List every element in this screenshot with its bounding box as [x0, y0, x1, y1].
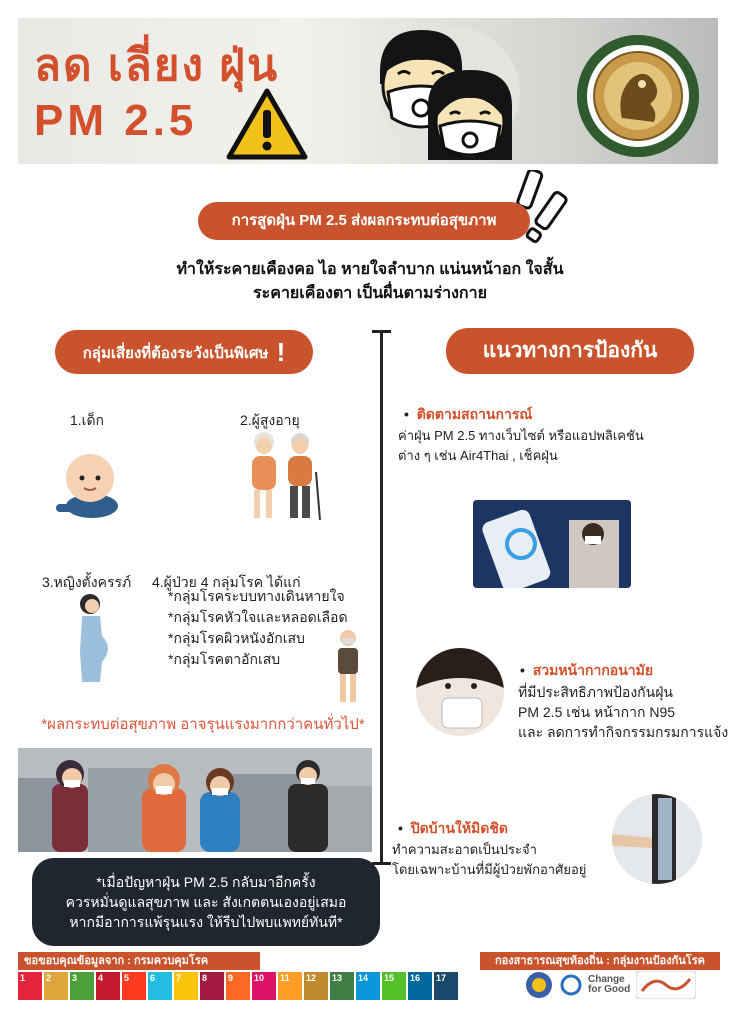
sdg-goal-icon: 14	[356, 972, 380, 1000]
sdg-goal-icon: 7	[174, 972, 198, 1000]
change-logo-line-2: for Good	[588, 984, 631, 995]
sdg-goal-icon: 16	[408, 972, 432, 1000]
mask-title-text: สวมหน้ากากอนามัย	[532, 662, 654, 678]
organization-logo	[524, 970, 554, 1000]
sdg-goal-icon: 1	[18, 972, 42, 1000]
sdg-goal-icon: 4	[96, 972, 120, 1000]
monitor-line-1: ค่าฝุ่น PM 2.5 ทางเว็บไซต์ หรือแอปพลิเคชัน	[398, 428, 644, 443]
health-impact-note: *ผลกระทบต่อสุขภาพ อาจรุนแรงมากกว่าคนทั่วไป*	[41, 716, 365, 733]
campaign-logo	[636, 971, 696, 999]
health-impact-pill: การสูดฝุ่น PM 2.5 ส่งผลกระทบต่อสุขภาพ	[198, 202, 530, 240]
polluted-street-illustration	[18, 748, 372, 852]
title-line-1: ลด เลี่ยง ฝุ่น	[34, 41, 280, 90]
sdg-goal-icon: 13	[330, 972, 354, 1000]
disease-group-item: *กลุ่มโรคระบบทางเดินหายใจ	[168, 588, 345, 604]
mask-photo	[416, 648, 504, 736]
close-house-title	[398, 818, 508, 840]
prevention-item-monitor	[404, 404, 532, 426]
risk-groups-label: กลุ่มเสี่ยงที่ต้องระวังเป็นพิเศษ	[82, 345, 269, 362]
sdg-goal-icon: 2	[44, 972, 68, 1000]
callout-line-3: หากมีอาการแพ้รุนแรง ให้รีบไปพบแพทย์ทันที*	[69, 914, 343, 930]
group-patients-label: 4.ผู้ป่วย 4 กลุ่มโรค ได้แก่	[152, 574, 301, 590]
close-house-text	[392, 840, 586, 880]
warning-icon	[226, 88, 308, 160]
group-children-label: 1.เด็ก	[70, 412, 105, 428]
change-for-good-logo	[588, 975, 630, 995]
health-effects-text	[110, 258, 630, 306]
sdg-goal-icon: 3	[70, 972, 94, 1000]
mask-title	[520, 660, 653, 682]
baby-illustration	[52, 448, 122, 520]
disease-group-list	[168, 586, 348, 670]
monitor-title-text: ติดตามสถานการณ์	[416, 406, 533, 422]
mask-line-3: และ ลดการทำกิจกรรมกรมการแจ้ง	[518, 724, 729, 740]
closing-window-photo	[612, 794, 702, 884]
mask-text	[518, 682, 728, 742]
group-elderly-label: 2.ผู้สูงอายุ	[240, 412, 300, 428]
close-house-line-2: โดยเฉพาะบ้านที่มีผู้ป่วยพักอาศัยอยู่	[392, 862, 587, 877]
disease-group-item: *กลุ่มโรคตาอักเสบ	[168, 651, 281, 667]
disease-group-item: *กลุ่มโรคหัวใจและหลอดเลือด	[168, 609, 348, 625]
sdg-goal-icon: 6	[148, 972, 172, 1000]
group-pregnant-label: 3.หญิงตั้งครรภ์	[42, 574, 132, 590]
sick-man-illustration	[332, 628, 364, 706]
risk-groups-pill	[55, 330, 313, 374]
department-seal-logo	[576, 34, 700, 158]
change-logo-line-1: Change	[588, 974, 625, 985]
exclamation-icon: !	[276, 337, 286, 367]
prevention-item-close-house	[398, 818, 508, 840]
elderly-couple-illustration	[244, 428, 324, 524]
callout-line-2: ควรหมั่นดูแลสุขภาพ และ สังเกตตนเองอยู่เสมอ	[65, 894, 347, 910]
sdg-goal-icon: 17	[434, 972, 458, 1000]
callout-line-1: *เมื่อปัญหาฝุ่น PM 2.5 กลับมาอีกครั้ง	[96, 874, 316, 890]
close-house-title-text: ปิดบ้านให้มิดชิด	[410, 820, 508, 836]
prevention-item-mask	[520, 660, 653, 682]
sdg-goal-icon: 8	[200, 972, 224, 1000]
prevention-pill: แนวทางการป้องกัน	[446, 328, 694, 374]
sdg-goal-icon: 11	[278, 972, 302, 1000]
pregnant-woman-illustration	[70, 592, 116, 684]
monitor-text	[398, 426, 644, 466]
divider-cap-bottom	[372, 862, 391, 865]
sdg-icons-row	[18, 972, 458, 1000]
sdg-goal-icon: 9	[226, 972, 250, 1000]
bullet-icon: •	[520, 662, 533, 678]
column-divider	[380, 332, 383, 864]
change-for-good-icon	[560, 974, 582, 996]
partner-logos	[524, 970, 720, 1000]
health-effects-line-1: ทำให้ระคายเคืองคอ ไอ หายใจลำบาก แน่นหน้าอก ใจสั้น	[176, 261, 564, 278]
divider-cap-top	[372, 330, 391, 333]
monitor-title	[404, 404, 532, 426]
phone-app-image	[473, 500, 631, 588]
monitor-line-2: ต่าง ๆ เช่น Air4Thai , เช็คฝุ่น	[398, 448, 558, 463]
sdg-goal-icon: 12	[304, 972, 328, 1000]
bullet-icon: •	[398, 820, 411, 836]
footer-credit-left: ขอขอบคุณข้อมูลจาก : กรมควบคุมโรค	[18, 952, 260, 970]
sdg-goal-icon: 15	[382, 972, 406, 1000]
health-effects-line-2: ระคายเคืองตา เป็นผื่นตามร่างกาย	[253, 285, 487, 302]
sdg-goal-icon: 5	[122, 972, 146, 1000]
callout-box	[32, 858, 380, 946]
disease-group-item: *กลุ่มโรคผิวหนังอักเสบ	[168, 630, 305, 646]
window-image	[612, 794, 702, 884]
bullet-icon: •	[404, 406, 417, 422]
title-line-2: PM 2.5	[34, 96, 198, 145]
close-house-line-1: ทำความสะอาดเป็นประจำ	[392, 842, 537, 857]
mask-line-1: ที่มีประสิทธิภาพป้องกันฝุ่น	[518, 684, 673, 700]
air-quality-app-photo	[473, 500, 631, 588]
footer-credit-right: กองสาธารณสุขท้องถิ่น : กลุ่มงานป้องกันโรค	[480, 952, 720, 970]
mask-line-2: PM 2.5 เช่น หน้ากาก N95	[518, 704, 676, 720]
masked-people-illustration	[370, 22, 520, 162]
person-with-mask-image	[416, 648, 504, 736]
sdg-goal-icon: 10	[252, 972, 276, 1000]
